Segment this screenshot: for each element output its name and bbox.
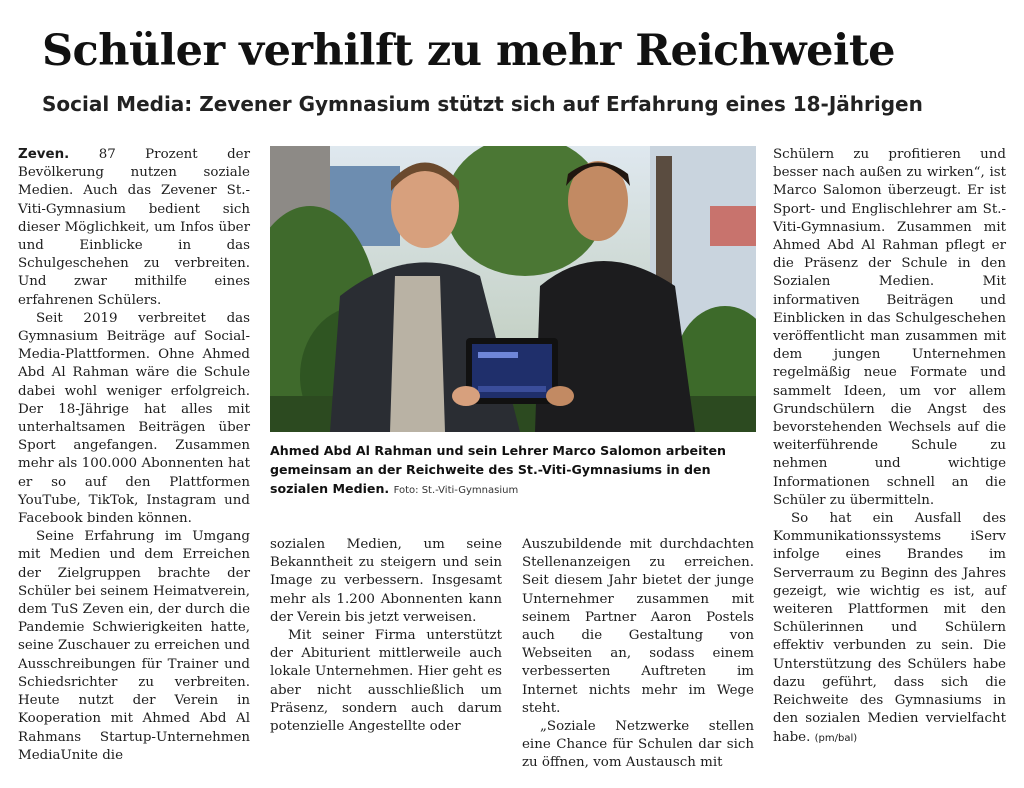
caption-text: Ahmed Abd Al Rahman und sein Lehrer Marco Salomon arbeiten gemeinsam an der Reichweite des St.-Viti-Gymnasiums in den sozialen Medien. bbox=[270, 443, 726, 496]
article-column-2 bbox=[270, 536, 502, 736]
photo-credit: Foto: St.-Viti-Gymnasium bbox=[393, 485, 519, 496]
paragraph: sozialen Medien, um seine Bekanntheit zu steigern und sein Image zu verbessern. Insgesamt mehr als 1.200 Abonnenten kann der Verein bis jetzt verweisen. bbox=[270, 537, 502, 625]
article-column-1 bbox=[18, 146, 250, 765]
subheadline: Social Media: Zevener Gymnasium stützt sich auf Erfahrung eines 18-Jährigen bbox=[42, 92, 923, 116]
paragraph: Auszubildende mit durchdachten Stellenanzeigen zu erreichen. Seit diesem Jahr bietet der junge Unternehmer zusammen mit seinem Partner Aaron Postels auch die Gestaltung von Webseiten an, sodass einem verbesserten Auftreten im Internet nichts mehr im Wege steht. bbox=[522, 537, 754, 716]
photo-illustration bbox=[270, 146, 756, 432]
paragraph bbox=[18, 146, 250, 310]
paragraph bbox=[773, 510, 1006, 748]
article-column-4 bbox=[773, 146, 1006, 748]
paragraph-text: 87 Prozent der Bevölkerung nutzen soziale Medien. Auch das Zevener St.-Viti-Gymnasium bedient sich dieser Möglichkeit, um Infos über und Einblicke in das Schulgeschehen zu verbreiten. Und zwar mithilfe eines erfahrenen Schülers. bbox=[18, 147, 250, 308]
headline: Schüler verhilft zu mehr Reichweite bbox=[42, 26, 896, 76]
paragraph: Schülern zu profitieren und besser nach außen zu wirken“, ist Marco Salomon überzeugt. Er ist Sport- und Englischlehrer am St.-Viti-Gymnasium. Zusammen mit Ahmed Abd Al Rahman pflegt er die Präsenz der Schule in den Sozialen Medien. Mit informativen Beiträgen und Einblicken in das Schulgeschehen veröffentlicht man zusammen mit dem jungen Unternehmen regelmäßig neue Formate und sammelt Ideen, um vor allem Grundschülern die Angst des bevorstehenden Wechsels auf die weiterführende Schule zu nehmen und wichtige Informationen schnell an die Schüler zu übermitteln. bbox=[773, 147, 1006, 508]
author-tag: (pm/bal) bbox=[814, 732, 858, 744]
paragraph: Seine Erfahrung im Umgang mit Medien und dem Erreichen der Zielgruppen brachte der Schüler bei seinem Heimatverein, dem TuS Zeven ein, der durch die Pandemie Schwierigkeiten hatte, seine Zuschauer zu erreichen und Ausschreibungen für Trainer und Schiedsrichter zu verbreiten. Heute nutzt der Verein in Kooperation mit Ahmed Abd Al Rahmans Startup-Unternehmen MediaUnite die bbox=[18, 529, 250, 763]
photo-caption bbox=[270, 441, 756, 500]
paragraph: Mit seiner Firma unterstützt der Abiturient mittlerweile auch lokale Unternehmen. Hier geht es aber nicht ausschließlich um Präsenz, sondern auch darum potenzielle Angestellte oder bbox=[270, 628, 502, 735]
paragraph-text: So hat ein Ausfall des Kommunikationssystems iServ infolge eines Brandes im Serverraum zu Beginn des Jahres gezeigt, wie wichtig es ist, auf weiteren Plattformen mit den Schülerinnen und Schülern effektiv verbunden zu sein. Die Unterstützung des Schülers habe dazu geführt, dass sich die Reichweite des Gymnasiums in den sozialen Medien vervielfacht habe. bbox=[773, 511, 1006, 745]
article-photo bbox=[270, 146, 756, 432]
dateline: Zeven. bbox=[18, 147, 70, 162]
article-column-3 bbox=[522, 536, 754, 773]
paragraph: Seit 2019 verbreitet das Gymnasium Beiträge auf Social-Media-Plattformen. Ohne Ahmed Abd Al Rahman wäre die Schule dabei wohl weniger erfolgreich. Der 18-Jährige hat alles mit unterhaltsamen Beiträgen über Sport angefangen. Zusammen mehr als 100.000 Abonnenten hat er so auf den Plattformen YouTube, TikTok, Instagram und Facebook binden können. bbox=[18, 310, 250, 527]
paragraph: „Soziale Netzwerke stellen eine Chance für Schulen dar sich zu öffnen, vom Austausch mit bbox=[522, 719, 754, 771]
